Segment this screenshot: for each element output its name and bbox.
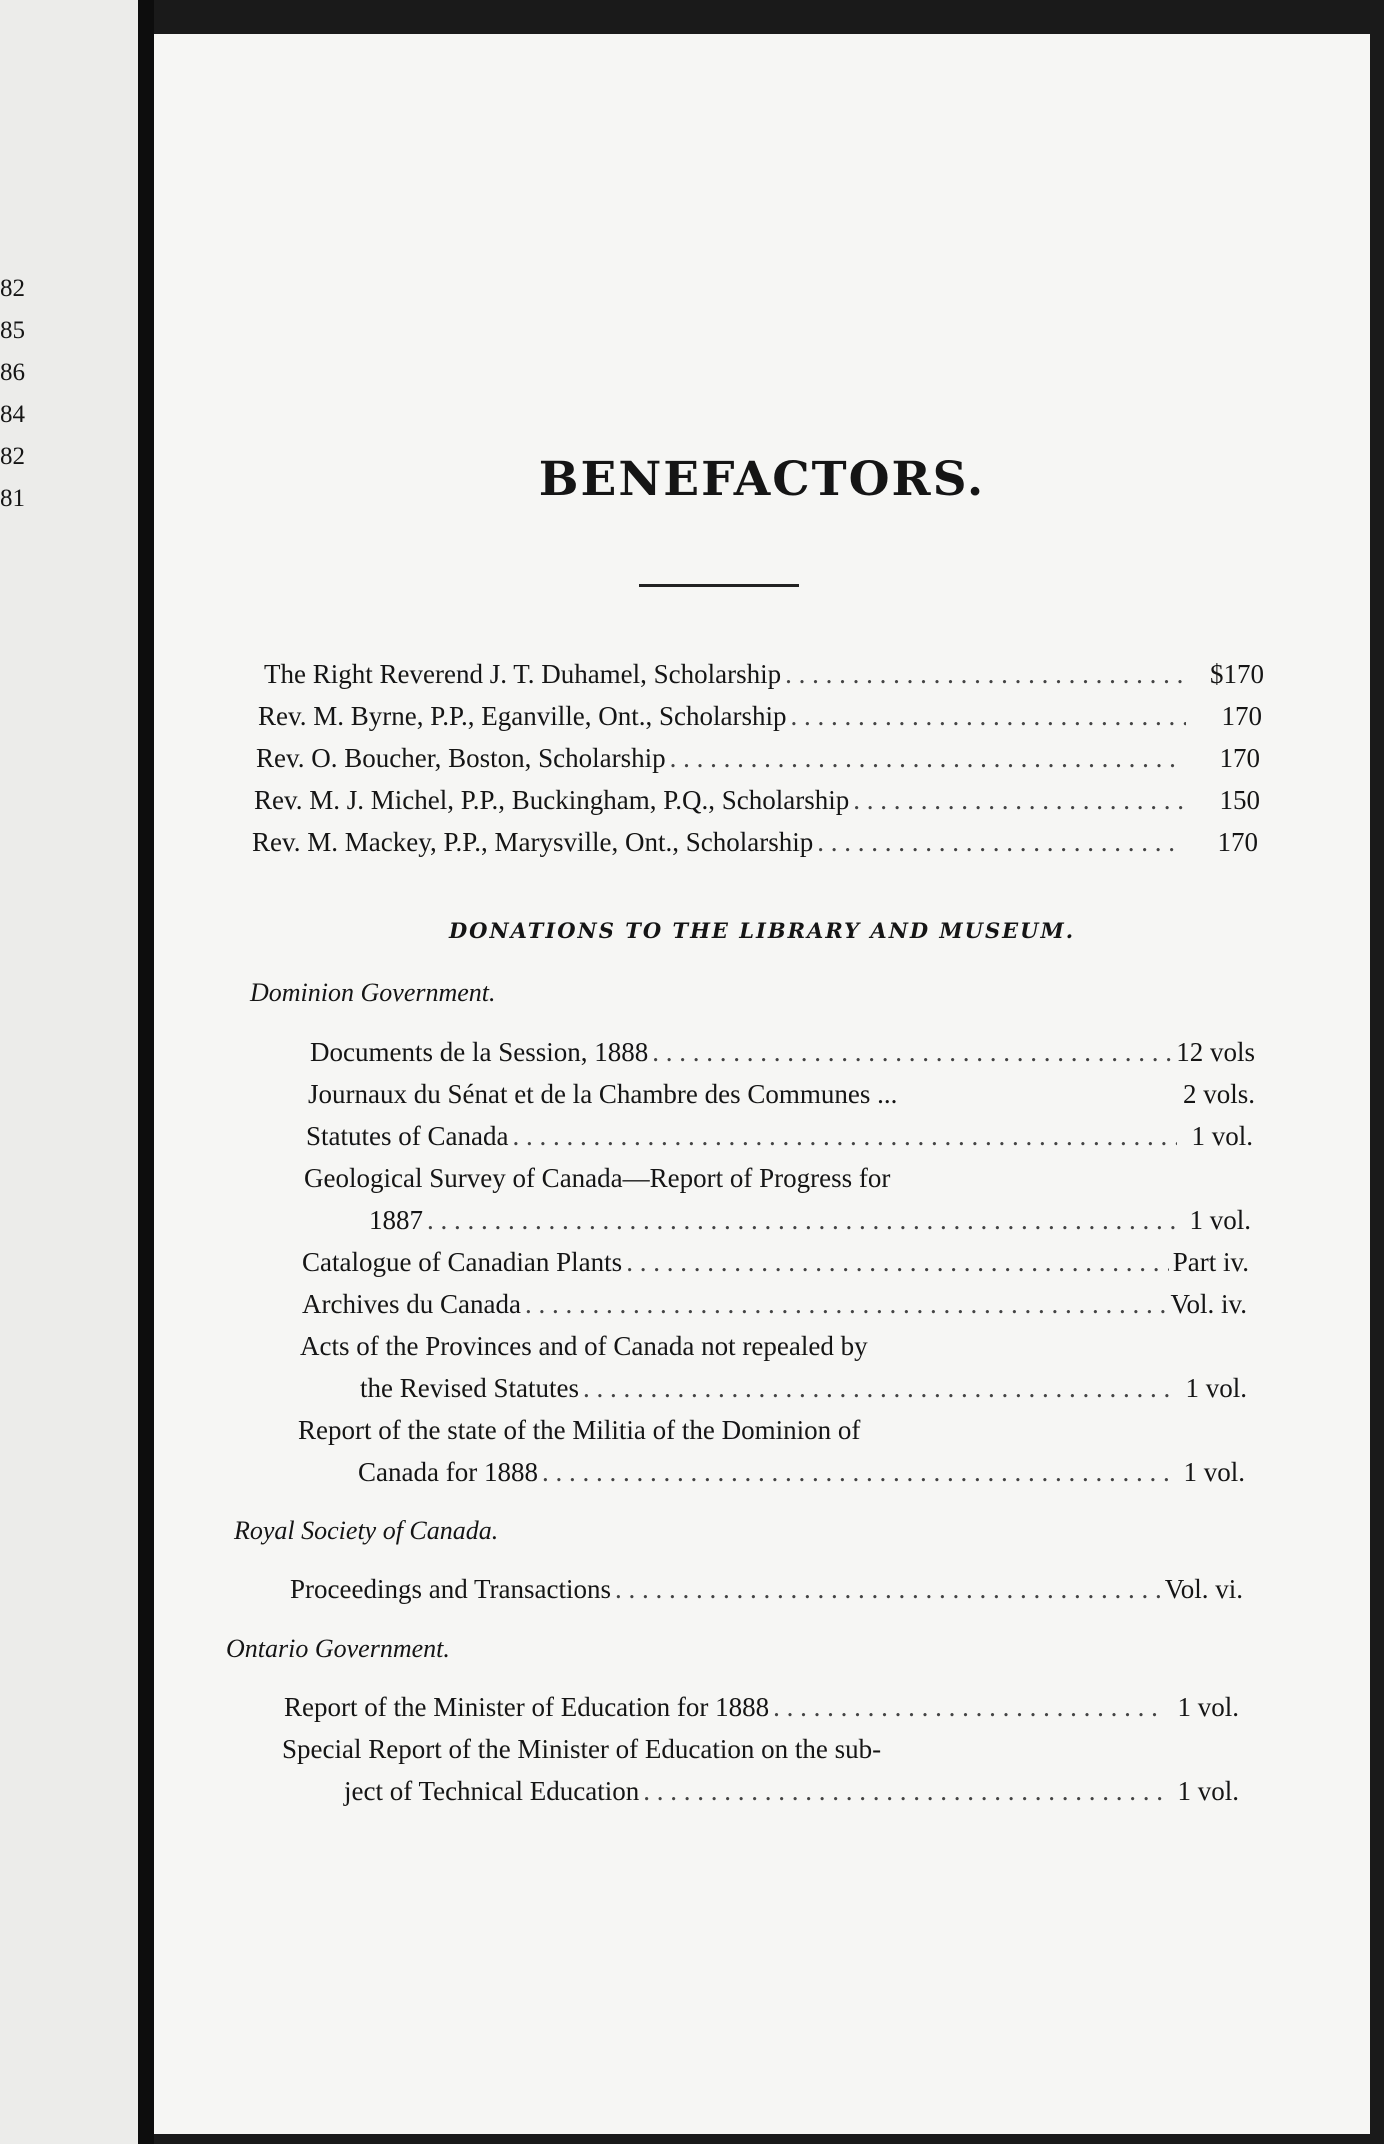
benefactor-name: The Right Reverend J. T. Duhamel, Scholarship — [264, 659, 782, 689]
donation-quantity: 1 vol. — [1177, 1776, 1239, 1806]
section-heading: DONATIONS TO THE LIBRARY AND MUSEUM. — [448, 918, 1076, 943]
benefactor-amount: $170 — [1210, 659, 1264, 689]
group-heading: Royal Society of Canada. — [234, 1516, 499, 1545]
donation-title-continued: 1887 — [369, 1205, 423, 1235]
donation-title: Statutes of Canada — [306, 1121, 509, 1151]
benefactor-name: Rev. M. J. Michel, P.P., Buckingham, P.Q., Scholarship — [254, 785, 850, 815]
facing-number: 81 — [0, 485, 25, 512]
benefactor-name: Rev. O. Boucher, Boston, Scholarship — [256, 743, 666, 773]
donation-title: Catalogue of Canadian Plants — [302, 1247, 623, 1277]
leader-dots — [643, 1776, 1163, 1807]
leader-dots — [512, 1121, 1177, 1152]
benefactor-name: Rev. M. Mackey, P.P., Marysville, Ont., Scholarship — [252, 827, 814, 857]
benefactor-row — [264, 659, 1264, 690]
donation-row — [302, 1247, 1249, 1278]
leader-dots — [542, 1457, 1169, 1488]
donation-row — [284, 1692, 1239, 1723]
donation-title: Geological Survey of Canada—Report of Progress for — [304, 1163, 891, 1193]
donation-row — [344, 1776, 1239, 1807]
donation-row — [306, 1121, 1253, 1152]
leader-dots — [670, 743, 1184, 774]
donation-title: Proceedings and Transactions — [290, 1574, 611, 1604]
donation-title-continued: Canada for 1888 — [358, 1457, 538, 1487]
benefactor-row — [254, 785, 1260, 816]
donation-quantity: 1 vol. — [1189, 1205, 1251, 1235]
leader-dots — [790, 701, 1186, 732]
document-page — [154, 34, 1370, 2134]
book-gutter — [138, 0, 154, 2144]
facing-number: 86 — [0, 359, 25, 386]
donation-title: Report of the state of the Militia of the Dominion of — [298, 1415, 861, 1445]
donation-row — [308, 1079, 1255, 1110]
facing-number: 85 — [0, 317, 25, 344]
title-rule — [639, 584, 799, 587]
donation-quantity: 12 vols — [1176, 1037, 1255, 1067]
donation-title: Archives du Canada — [302, 1289, 521, 1319]
donation-title: Acts of the Provinces and of Canada not repealed by — [300, 1331, 868, 1361]
donation-quantity: 2 vols. — [1182, 1079, 1255, 1109]
donation-quantity: Vol. iv. — [1170, 1289, 1247, 1319]
facing-page-numbers — [0, 268, 25, 520]
donation-quantity: 1 vol. — [1183, 1457, 1245, 1487]
leader-dots — [615, 1574, 1161, 1605]
page-title: BENEFACTORS. — [538, 452, 986, 507]
benefactor-amount: 150 — [1219, 785, 1260, 815]
donation-quantity: 1 vol. — [1191, 1121, 1253, 1151]
facing-page-edge — [0, 0, 138, 2144]
donation-row — [310, 1037, 1255, 1068]
facing-number: 82 — [0, 443, 25, 470]
donation-title: Documents de la Session, 1888 — [310, 1037, 649, 1067]
donation-title: Report of the Minister of Education for 1888 — [284, 1692, 770, 1722]
donation-quantity: 1 vol. — [1177, 1692, 1239, 1722]
benefactor-row — [258, 701, 1262, 732]
leader-dots — [525, 1289, 1167, 1320]
donation-quantity: 1 vol. — [1185, 1373, 1247, 1403]
benefactor-row — [256, 743, 1260, 774]
leader-dots — [817, 827, 1182, 858]
donation-quantity: Part iv. — [1172, 1247, 1249, 1277]
facing-number: 82 — [0, 275, 25, 302]
benefactor-amount: 170 — [1217, 827, 1258, 857]
donation-title-continued: ject of Technical Education — [344, 1776, 640, 1806]
donation-title: Journaux du Sénat et de la Chambre des Communes ... — [308, 1079, 898, 1109]
donation-row — [290, 1574, 1243, 1605]
leader-dots — [785, 659, 1188, 690]
leader-dots — [853, 785, 1184, 816]
donation-title-continued: the Revised Statutes — [360, 1373, 579, 1403]
donation-row — [360, 1373, 1247, 1404]
benefactor-name: Rev. M. Byrne, P.P., Eganville, Ont., Scholarship — [258, 701, 787, 731]
facing-number: 84 — [0, 401, 25, 428]
group-heading: Ontario Government. — [226, 1634, 450, 1663]
leader-dots — [427, 1205, 1175, 1236]
donation-quantity: Vol. vi. — [1164, 1574, 1243, 1604]
donation-row — [358, 1457, 1245, 1488]
donation-row — [302, 1289, 1247, 1320]
benefactor-row — [252, 827, 1258, 858]
donation-row — [369, 1205, 1251, 1236]
leader-dots — [773, 1692, 1163, 1723]
leader-dots — [652, 1037, 1172, 1068]
leader-dots — [583, 1373, 1171, 1404]
leader-dots — [626, 1247, 1169, 1278]
benefactor-amount: 170 — [1219, 743, 1260, 773]
group-heading: Dominion Government. — [250, 978, 496, 1007]
donation-title: Special Report of the Minister of Education on the sub- — [282, 1734, 882, 1764]
benefactor-amount: 170 — [1221, 701, 1262, 731]
